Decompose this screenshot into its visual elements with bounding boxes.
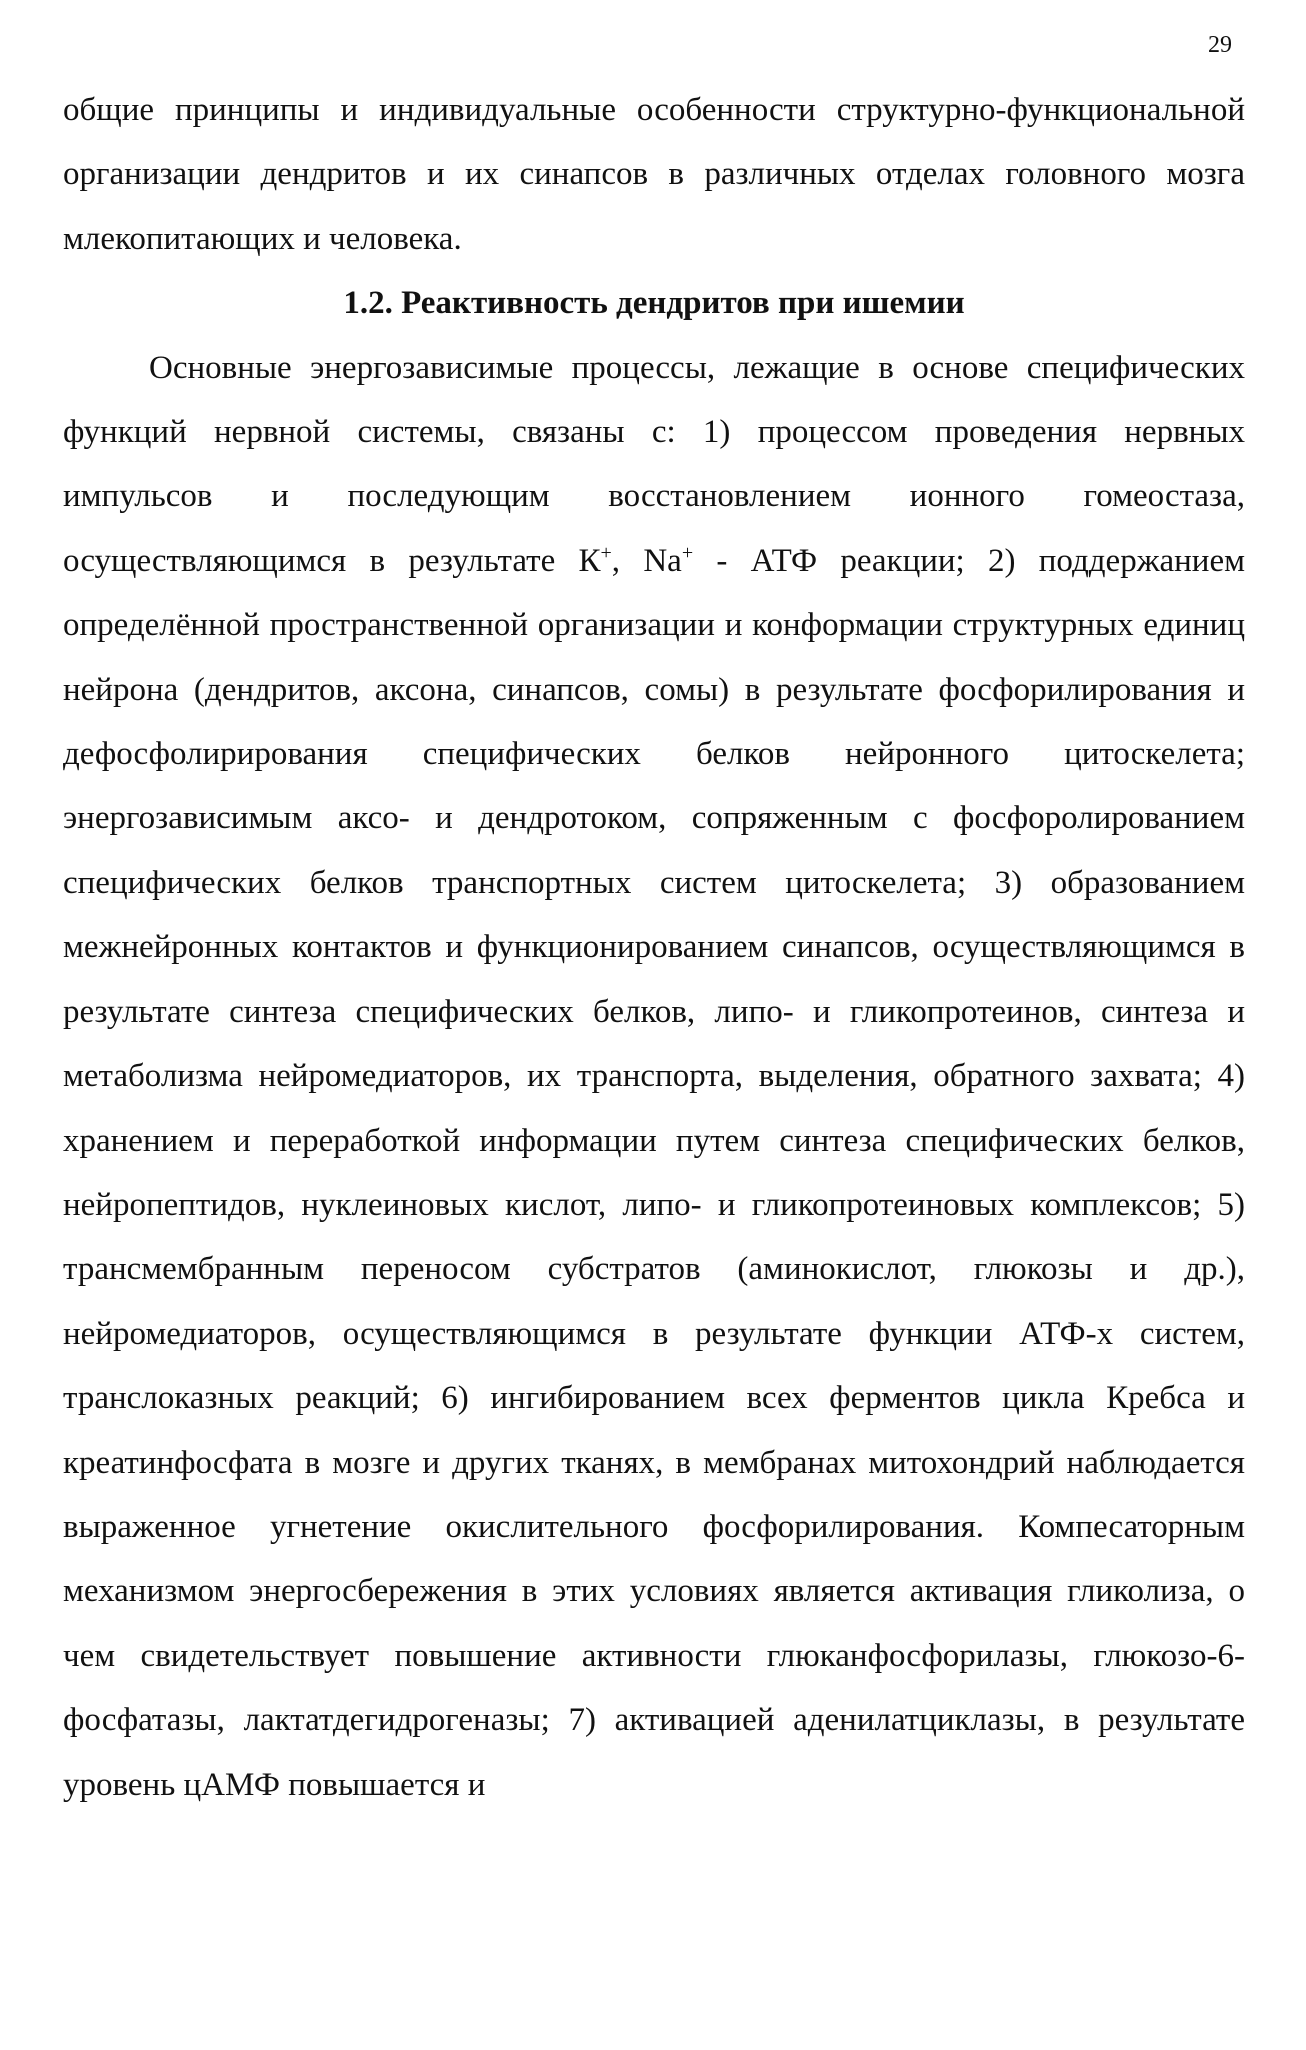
section-heading: 1.2. Реактивность дендритов при ишемии <box>343 285 965 322</box>
intro-paragraph: общие принципы и индивидуальные особенности структурно-функциональной организации дендритов и их синапсов в различных отделах головного мозга млекопитающих и человека. <box>63 92 1245 257</box>
page-content <box>63 78 1245 1817</box>
superscript-plus-2: + <box>681 541 694 564</box>
body-text-part-2: , Na <box>611 542 682 579</box>
body-text-part-3: - АТФ реакции; 2) поддержанием определённой пространственной организации и конформации структурных единиц нейрона (дендритов, аксона, синапсов, сомы) в результате фосфорилирования и дефосфолирирования специфических белков нейронного цитоскелета; энергозависимым аксо- и дендротоком, сопряженным с фосфоролированием специфических белков транспортных систем цитоскелета; 3) образованием межнейронных контактов и функционированием синапсов, осуществляющимся в результате синтеза специфических белков, липо- и гликопротеинов, синтеза и метаболизма нейромедиаторов, их транспорта, выделения, обратного захвата; 4) хранением и переработкой информации путем синтеза специфических белков, нейропептидов, нуклеиновых кислот, липо- и гликопротеиновых комплексов; 5) трансмембранным переносом субстратов (аминокислот, глюкозы и др.), нейромедиаторов, осуществляющимся в результате функции АТФ-х систем, транслоказных реакций; 6) ингибированием всех ферментов цикла Кребса и креатинфосфата в мозге и других тканях, в мембранах митохондрий наблюдается выраженное угнетение окислительного фосфорилирования. Компесаторным механизмом энергосбережения в этих условиях является активация гликолиза, о чем свидетельствует повышение активности глюканфосфорилазы, глюкозо-6-фосфатазы, лактатдегидрогеназы; 7) активацией аденилатциклазы, в результате уровень цАМФ повышается и <box>63 542 1245 1803</box>
body-text-part-1: Основные энергозависимые процессы, лежащие в основе специфических функций нервной системы, связаны с: 1) процессом проведения нервных импульсов и последующим восстановлением ионного гомеостаза, осуществляющимся в результате К <box>63 349 1245 579</box>
body-paragraph <box>63 336 1245 1817</box>
superscript-plus-1: + <box>600 541 612 564</box>
page-number: 29 <box>1208 32 1232 58</box>
